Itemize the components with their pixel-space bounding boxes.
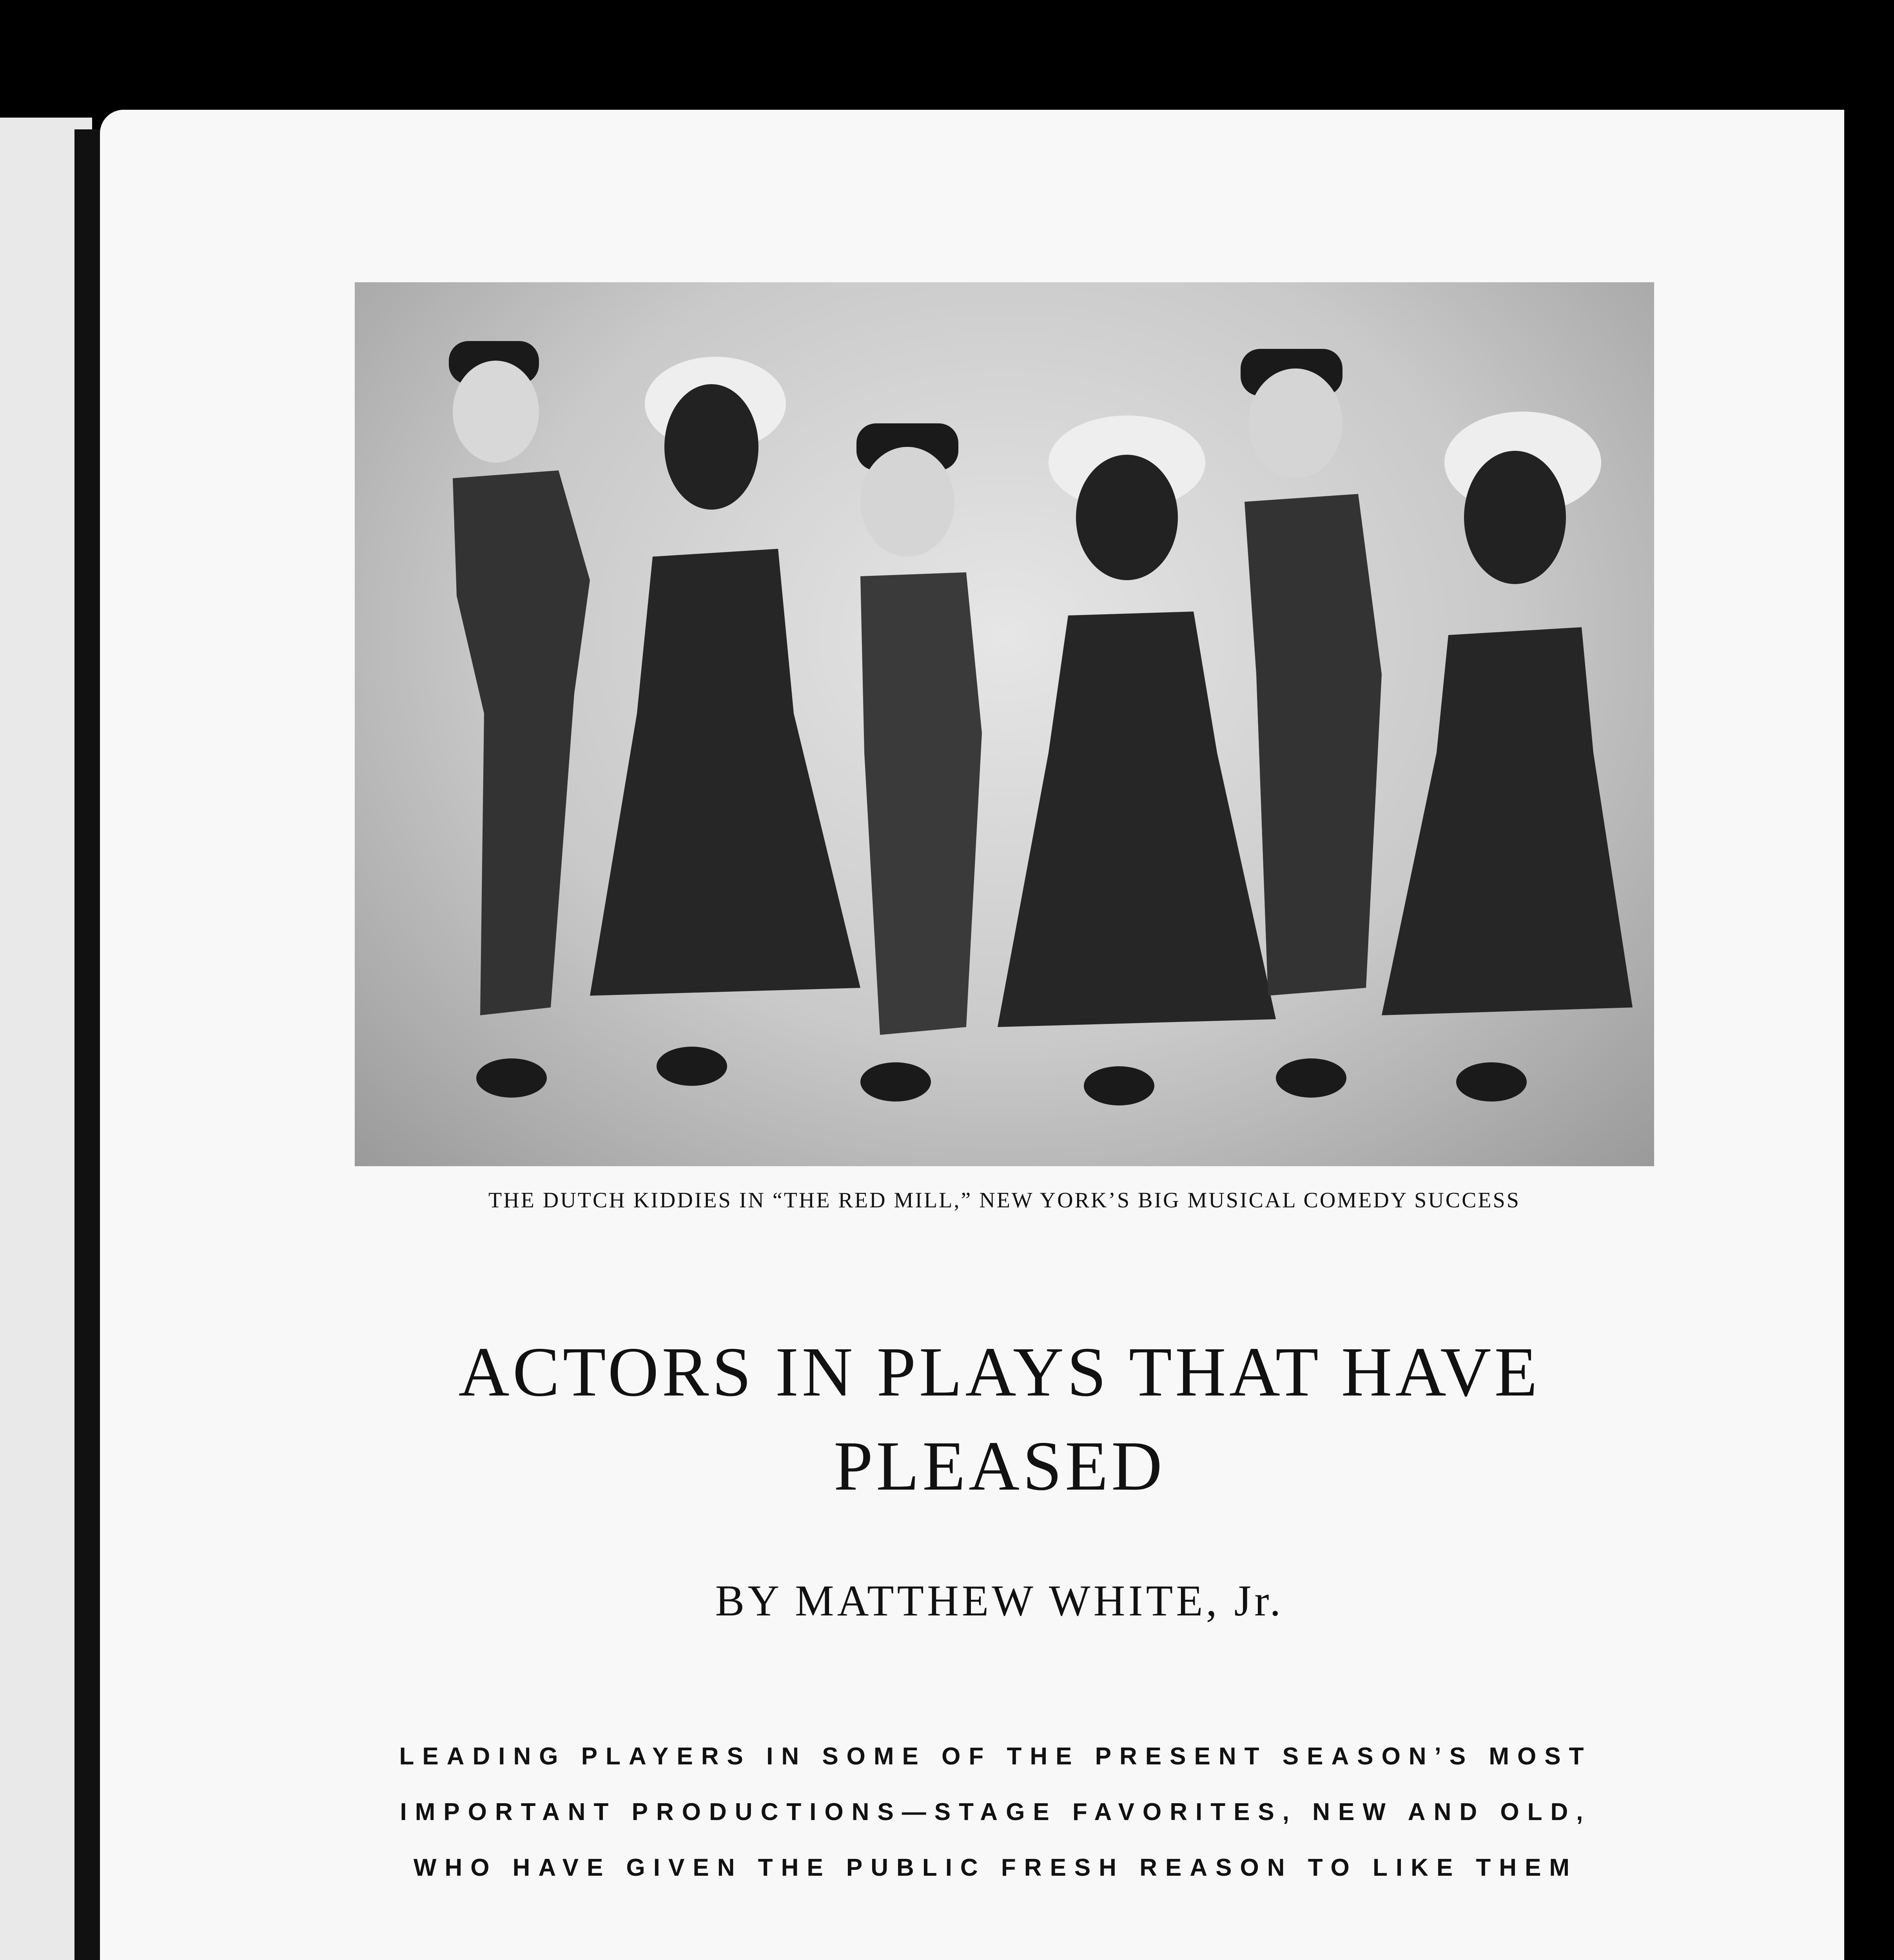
title-line-1: ACTORS IN PLAYS THAT HAVE [458,1333,1541,1411]
page-gutter [74,129,102,1960]
figure-2 [590,357,860,1086]
figure-3 [856,423,982,1102]
subtitle [368,1729,1623,1896]
byline: BY MATTHEW WHITE, Jr. [715,1577,1284,1625]
subtitle-line-2: IMPORTANT PRODUCTIONS—STAGE FAVORITES, NEW AND OLD, [400,1798,1591,1826]
article-title [274,1325,1725,1513]
figure-1 [449,341,590,1098]
photo-caption: THE DUTCH KIDDIES IN “THE RED MILL,” NEW YORK’S BIG MUSICAL COMEDY SUCCESS [488,1188,1520,1212]
title-line-2: PLEASED [833,1427,1166,1505]
subtitle-line-1: LEADING PLAYERS IN SOME OF THE PRESENT SEASON’S MOST [399,1743,1592,1770]
subtitle-line-3: WHO HAVE GIVEN THE PUBLIC FRESH REASON TO LIKE THEM [413,1854,1578,1881]
figure-4 [998,416,1276,1105]
figure-6 [1382,412,1633,1102]
photo-dutch-kiddies [355,282,1654,1166]
photo-illustration [355,282,1654,1166]
